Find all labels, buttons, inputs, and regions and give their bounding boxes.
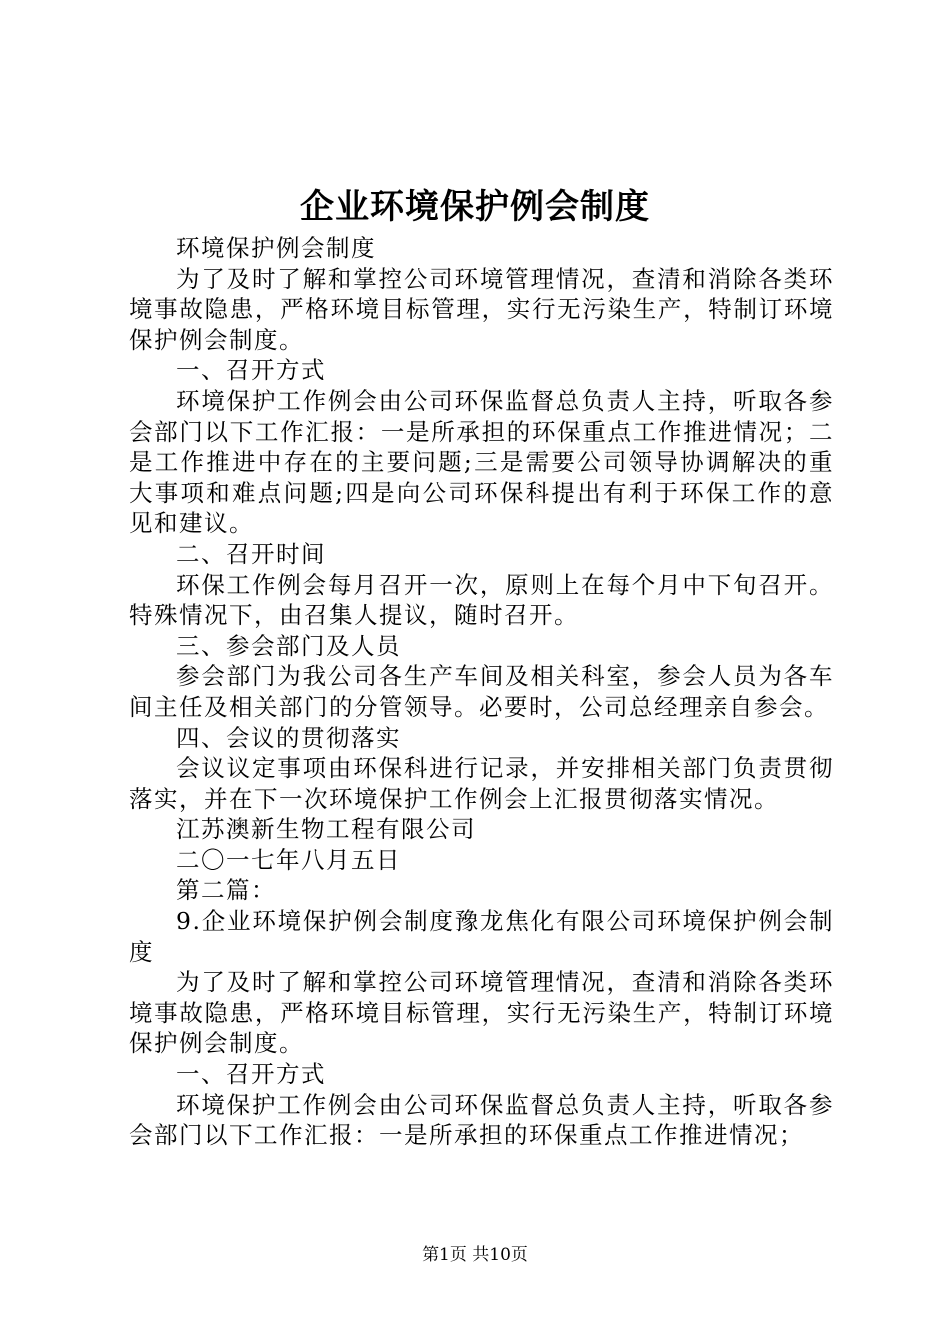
document-title: 企业环境保护例会制度: [300, 187, 650, 227]
section-heading: 二、召开时间: [176, 539, 326, 568]
paragraph: 环境保护工作例会由公司环保监督总负责人主持，听取各参会部门以下工作汇报：一是所承担的环保重点工作推进情况；二是工作推进中存在的主要问题;三是需要公司领导协调解决的重大事项和难点问题;四是向公司环保科提出有利于环保工作的意见和建议。: [129, 386, 834, 538]
company-name: 江苏澳新生物工程有限公司: [176, 815, 476, 844]
paragraph: 参会部门为我公司各生产车间及相关科室，参会人员为各车间主任及相关部门的分管领导。必要时，公司总经理亲自参会。: [129, 662, 834, 721]
paragraph: 为了及时了解和掌控公司环境管理情况，查清和消除各类环境事故隐患，严格环境目标管理，实行无污染生产，特制订环境保护例会制度。: [129, 264, 834, 354]
part-heading: 第二篇：: [176, 876, 276, 905]
paragraph: 为了及时了解和掌控公司环境管理情况，查清和消除各类环境事故隐患，严格环境目标管理，实行无污染生产，特制订环境保护例会制度。: [129, 968, 834, 1058]
section-heading: 三、参会部门及人员: [176, 631, 401, 660]
document-body: [129, 233, 834, 1151]
section-heading: 一、召开方式: [176, 356, 326, 385]
document-date: 二〇一七年八月五日: [176, 845, 401, 874]
paragraph: 会议议定事项由环保科进行记录，并安排相关部门负责贯彻落实，并在下一次环境保护工作例会上汇报贯彻落实情况。: [129, 754, 834, 813]
section-heading: 四、会议的贯彻落实: [176, 723, 401, 752]
page-footer: 第1页 共10页: [422, 1245, 528, 1265]
section-heading: 一、召开方式: [176, 1060, 326, 1089]
paragraph: 环境保护例会制度: [176, 234, 376, 262]
paragraph: 环保工作例会每月召开一次，原则上在每个月中下旬召开。特殊情况下，由召集人提议，随时召开。: [129, 570, 834, 630]
paragraph: 环境保护工作例会由公司环保监督总负责人主持，听取各参会部门以下工作汇报：一是所承担的环保重点工作推进情况；: [129, 1090, 834, 1150]
paragraph: 9.企业环境保护例会制度豫龙焦化有限公司环境保护例会制度: [129, 907, 834, 966]
